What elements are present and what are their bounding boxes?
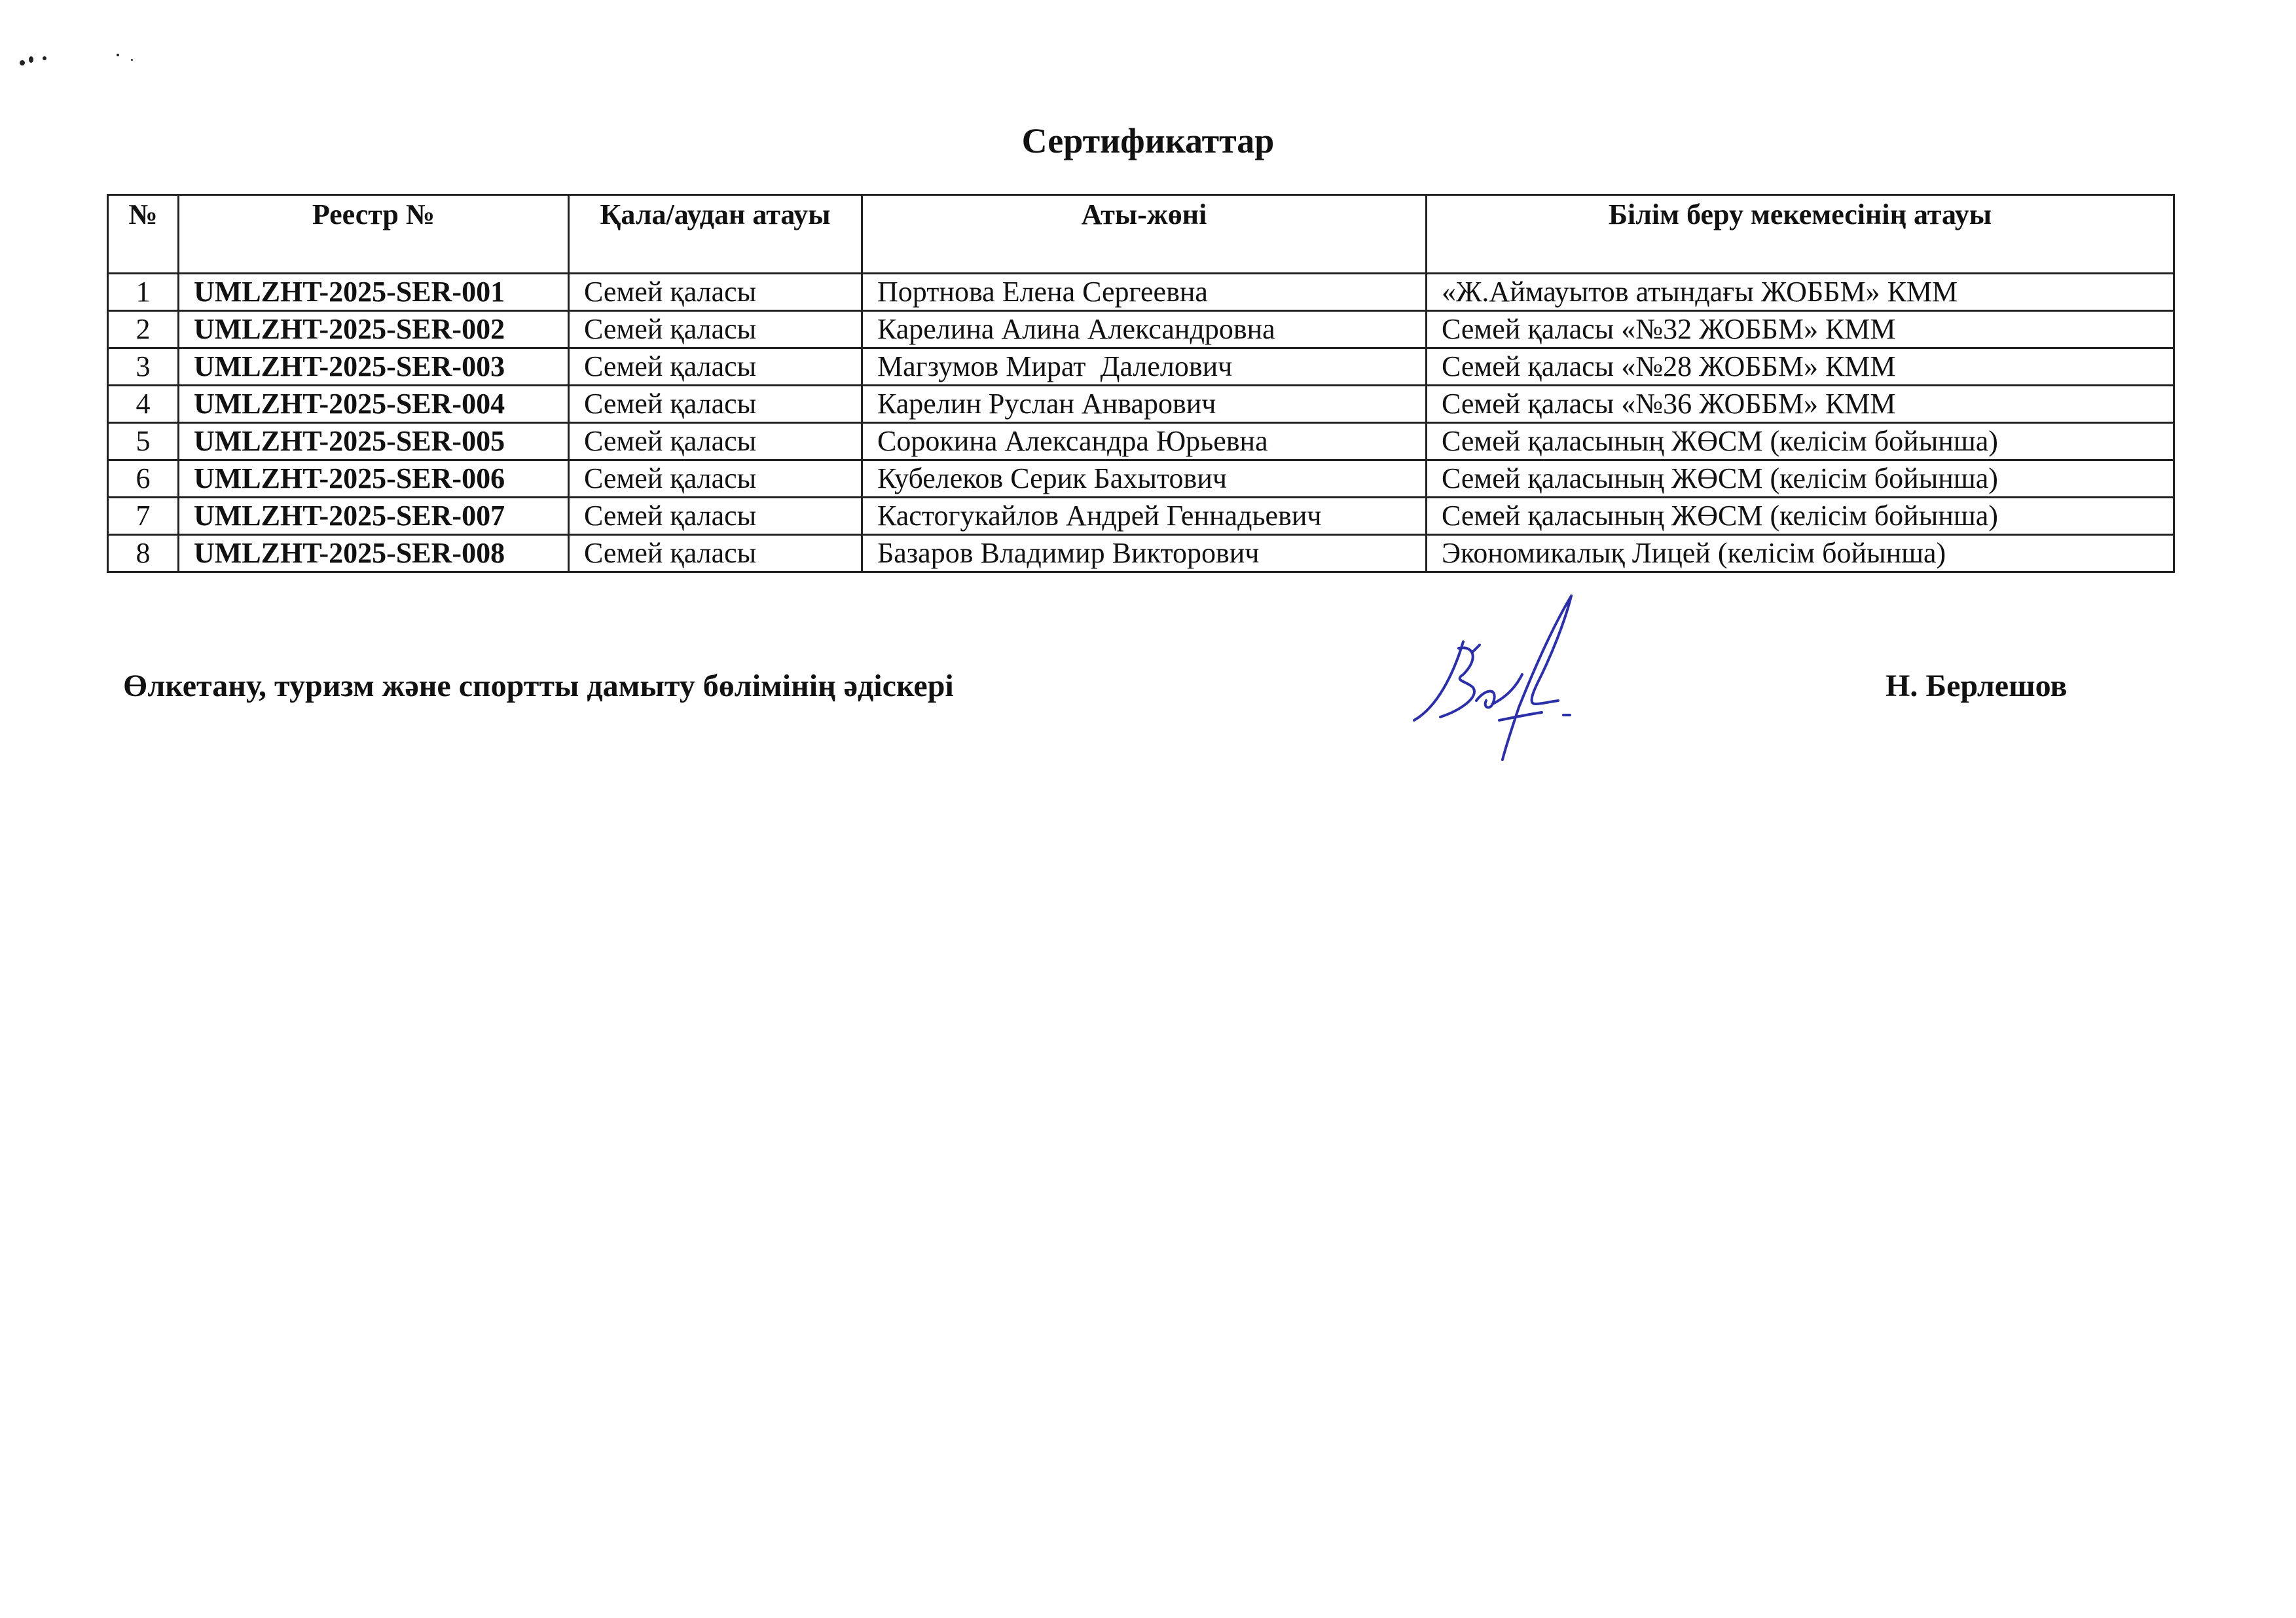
row-registry: UMLZHT-2025-SER-001 <box>179 274 569 311</box>
header-institution: Білім беру мекемесінің атауы <box>1427 195 2174 274</box>
row-num: 4 <box>108 386 179 423</box>
header-name: Аты-жөні <box>862 195 1427 274</box>
signer-position: Өлкетану, туризм және спортты дамыту бөлімінің әдіскері <box>123 669 954 703</box>
table-row <box>108 386 2174 423</box>
row-num: 1 <box>108 274 179 311</box>
document-title: Сертификаттар <box>1021 121 1275 160</box>
scan-speck <box>20 60 25 65</box>
row-num: 2 <box>108 311 179 348</box>
row-name: Магзумов Мират Далелович <box>862 348 1427 386</box>
scan-speck <box>43 56 46 60</box>
row-name: Карелина Алина Александровна <box>862 311 1427 348</box>
row-institution: Семей қаласы «№36 ЖОББМ» КММ <box>1427 386 2174 423</box>
row-name: Кастогукайлов Андрей Геннадьевич <box>862 498 1427 535</box>
row-institution: Семей қаласы «№28 ЖОББМ» КММ <box>1427 348 2174 386</box>
row-num: 3 <box>108 348 179 386</box>
scan-speck <box>117 54 119 56</box>
header-num: № <box>108 195 179 274</box>
table-row <box>108 311 2174 348</box>
row-num: 6 <box>108 460 179 498</box>
table-row <box>108 498 2174 535</box>
row-registry: UMLZHT-2025-SER-004 <box>179 386 569 423</box>
row-name: Сорокина Александра Юрьевна <box>862 423 1427 460</box>
row-city: Семей қаласы <box>569 423 862 460</box>
row-city: Семей қаласы <box>569 535 862 572</box>
signer-name: Н. Берлешов <box>1886 669 2068 703</box>
row-name: Базаров Владимир Викторович <box>862 535 1427 572</box>
row-institution: Семей қаласы «№32 ЖОББМ» КММ <box>1427 311 2174 348</box>
row-institution: Семей қаласының ЖӨСМ (келісім бойынша) <box>1427 460 2174 498</box>
row-city: Семей қаласы <box>569 348 862 386</box>
header-city: Қала/аудан атауы <box>569 195 862 274</box>
row-num: 5 <box>108 423 179 460</box>
row-institution: Семей қаласының ЖӨСМ (келісім бойынша) <box>1427 498 2174 535</box>
scan-speck <box>29 56 33 63</box>
row-name: Портнова Елена Сергеевна <box>862 274 1427 311</box>
header-registry: Реестр № <box>179 195 569 274</box>
row-registry: UMLZHT-2025-SER-008 <box>179 535 569 572</box>
row-institution: «Ж.Аймауытов атындағы ЖОББМ» КММ <box>1427 274 2174 311</box>
row-registry: UMLZHT-2025-SER-002 <box>179 311 569 348</box>
scan-speck <box>131 59 133 61</box>
row-registry: UMLZHT-2025-SER-003 <box>179 348 569 386</box>
row-registry: UMLZHT-2025-SER-006 <box>179 460 569 498</box>
row-city: Семей қаласы <box>569 311 862 348</box>
row-name: Кубелеков Серик Бахытович <box>862 460 1427 498</box>
table-row <box>108 423 2174 460</box>
row-name: Карелин Руслан Анварович <box>862 386 1427 423</box>
row-city: Семей қаласы <box>569 460 862 498</box>
row-registry: UMLZHT-2025-SER-005 <box>179 423 569 460</box>
table-row <box>108 460 2174 498</box>
table-row <box>108 274 2174 311</box>
row-num: 7 <box>108 498 179 535</box>
row-city: Семей қаласы <box>569 498 862 535</box>
row-registry: UMLZHT-2025-SER-007 <box>179 498 569 535</box>
certificates-table <box>107 194 2175 573</box>
handwritten-signature <box>1401 589 1597 773</box>
row-city: Семей қаласы <box>569 386 862 423</box>
row-institution: Экономикалық Лицей (келісім бойынша) <box>1427 535 2174 572</box>
row-institution: Семей қаласының ЖӨСМ (келісім бойынша) <box>1427 423 2174 460</box>
table-header-row <box>108 195 2174 274</box>
row-num: 8 <box>108 535 179 572</box>
row-city: Семей қаласы <box>569 274 862 311</box>
table-row <box>108 348 2174 386</box>
table-row <box>108 535 2174 572</box>
